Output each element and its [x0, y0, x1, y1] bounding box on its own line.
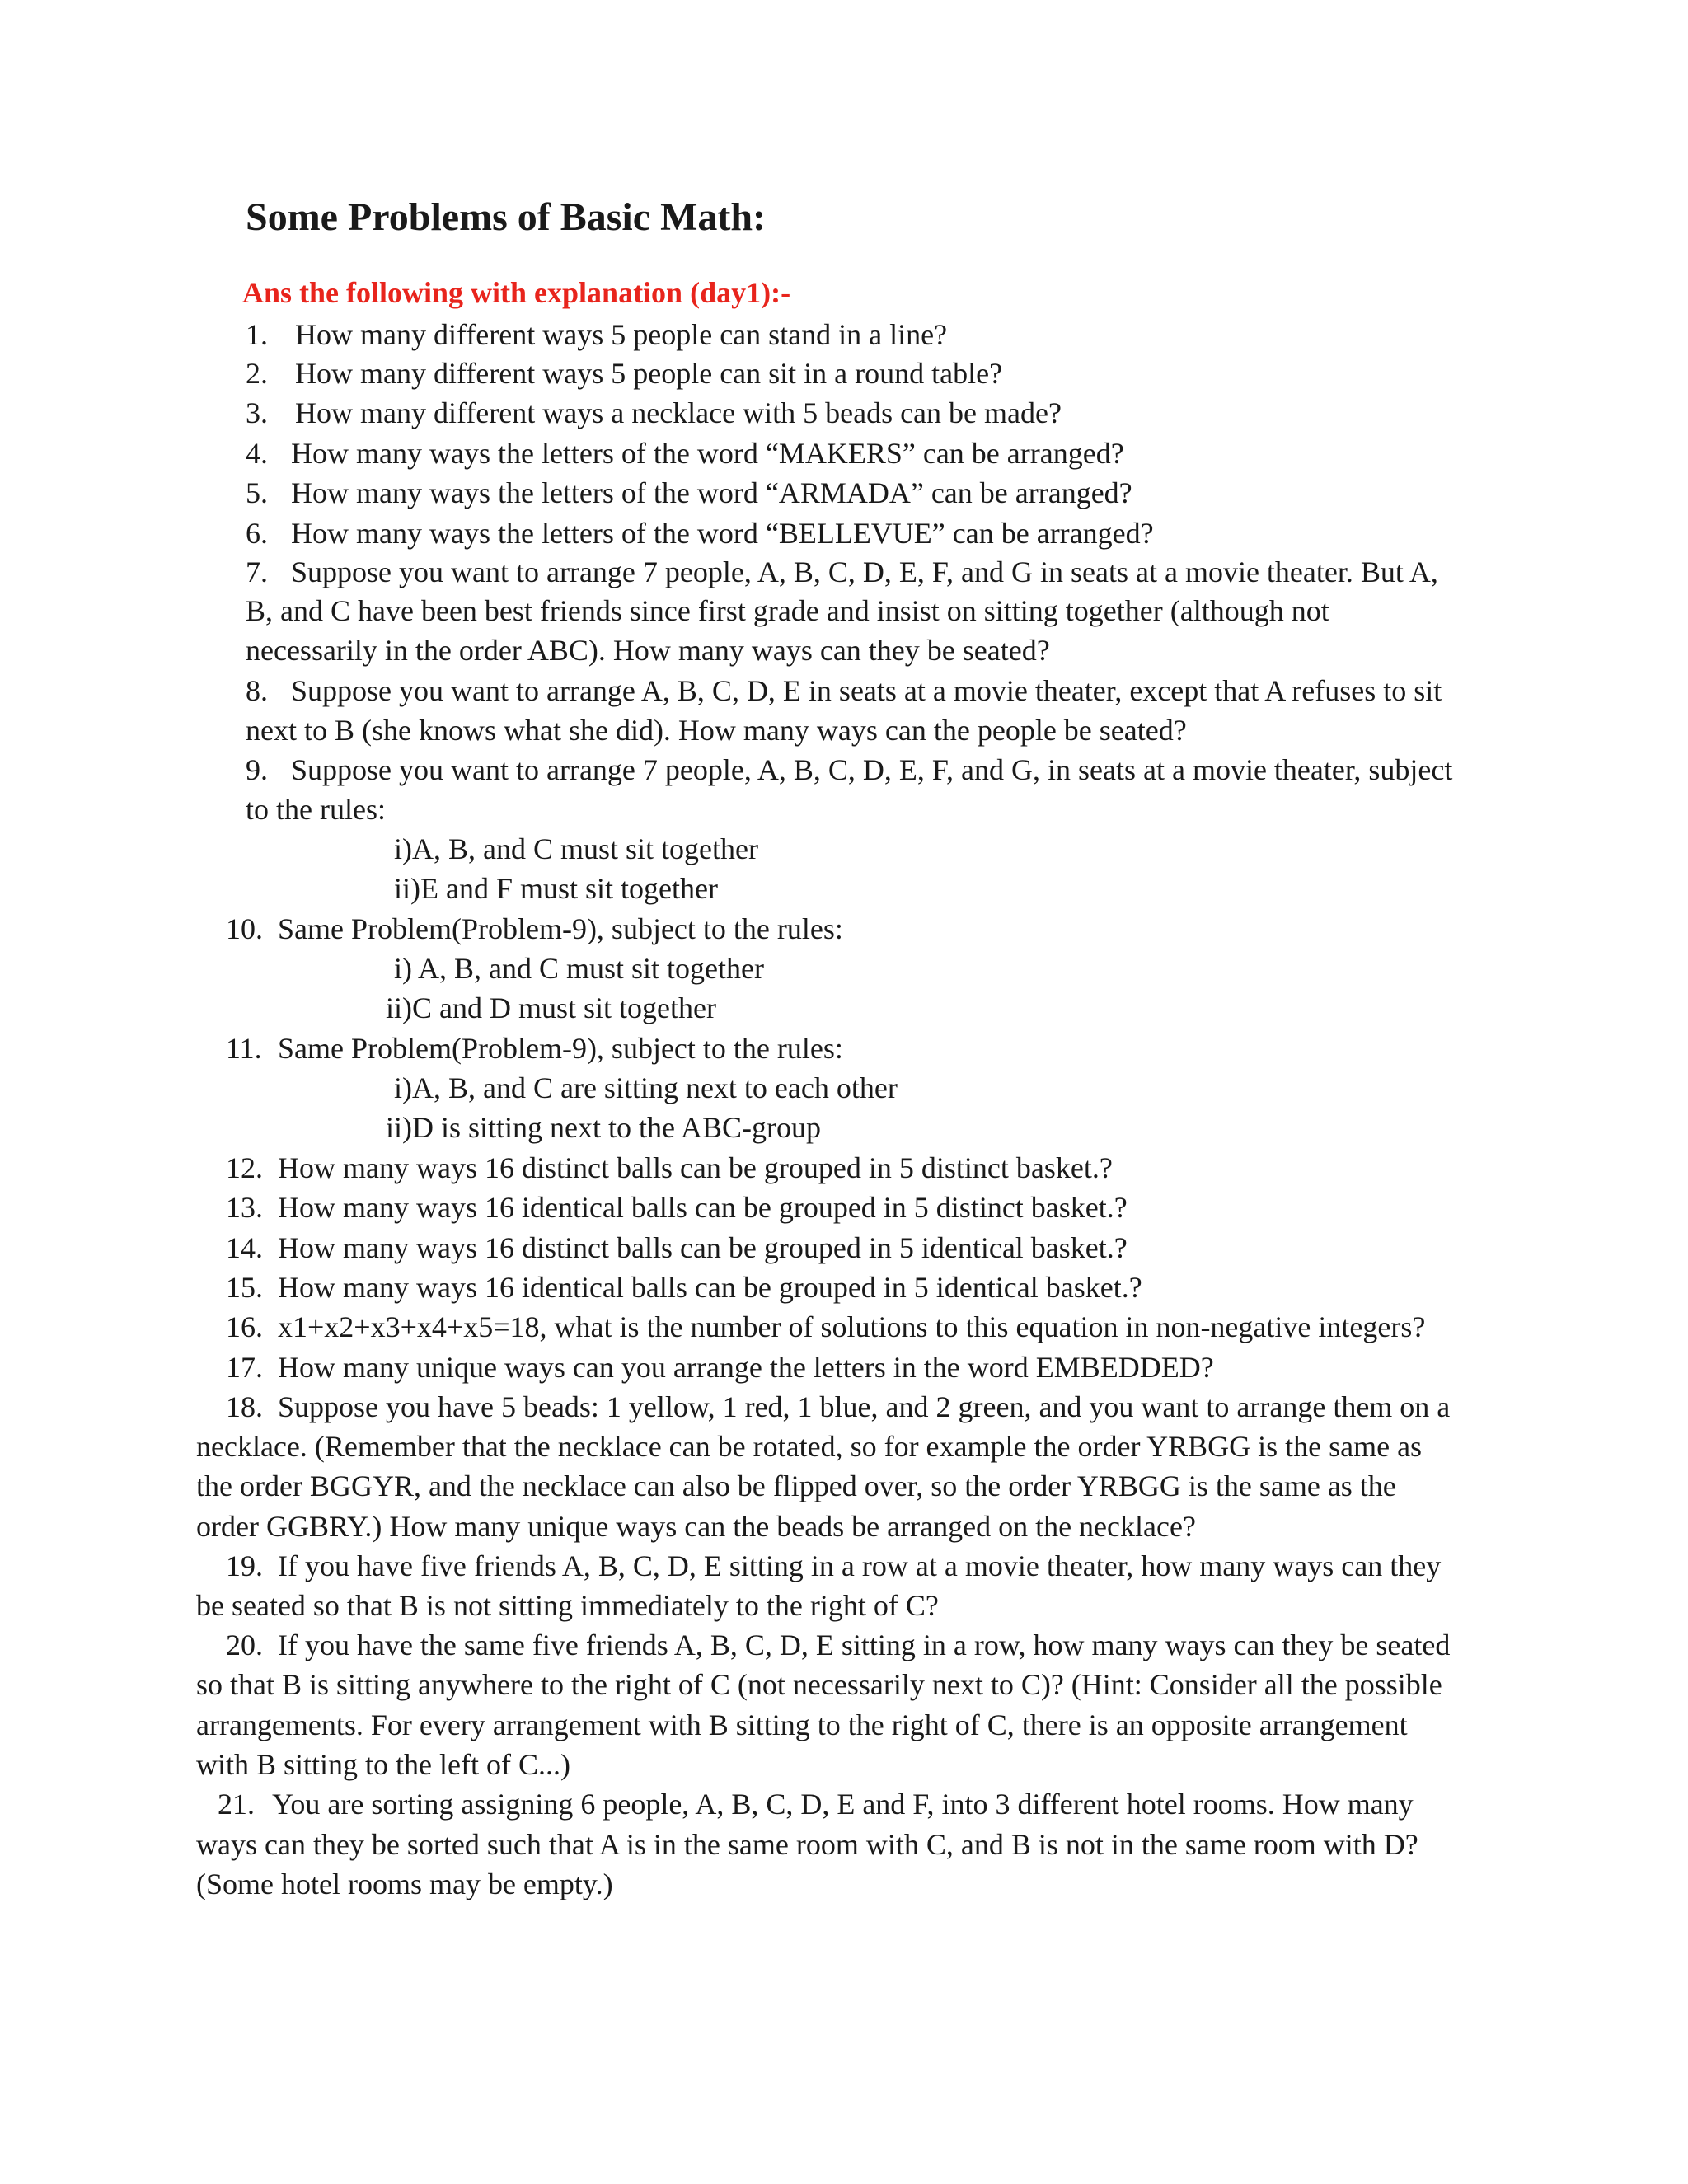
problem-text: How many unique ways can you arrange the letters in the word EMBEDDED? — [278, 1351, 1214, 1384]
problem-1 — [246, 318, 948, 351]
problem-2 — [246, 357, 1003, 390]
problem-number: 2. — [246, 357, 268, 390]
problem-17 — [226, 1351, 1214, 1384]
rule-item: i)A, B, and C are sitting next to each other — [394, 1071, 898, 1104]
problem-number: 6. — [246, 517, 268, 550]
problem-text-line: If you have five friends A, B, C, D, E sitting in a row at a movie theater, how many ways can they — [278, 1549, 1442, 1582]
problem-number: 13. — [226, 1191, 263, 1224]
problem-20-continued: with B sitting to the left of C...) — [196, 1748, 570, 1781]
problem-number: 5. — [246, 476, 268, 509]
problem-text-line: If you have the same five friends A, B, C, D, E sitting in a row, how many ways can they be seated — [278, 1629, 1451, 1661]
problem-number: 21. — [218, 1788, 255, 1821]
problem-18-continued: necklace. (Remember that the necklace can be rotated, so for example the order YRBGG is the same as — [196, 1430, 1423, 1463]
instructions-heading: Ans the following with explanation (day1):- — [242, 276, 791, 309]
problem-number: 1. — [246, 318, 268, 351]
problem-9-continued: to the rules: — [246, 793, 386, 826]
page-title: Some Problems of Basic Math: — [246, 195, 767, 239]
rule-item: i)A, B, and C must sit together — [394, 832, 758, 865]
problem-number: 7. — [246, 555, 268, 588]
problem-text-line: Suppose you want to arrange A, B, C, D, E in seats at a movie theater, except that A refuses to sit — [291, 674, 1442, 707]
problem-4 — [246, 437, 1124, 470]
problem-15 — [226, 1271, 1142, 1304]
problem-10 — [226, 912, 843, 945]
problem-text: How many different ways 5 people can stand in a line? — [295, 318, 948, 351]
problem-7-continued: B, and C have been best friends since first grade and insist on sitting together (although not — [246, 594, 1329, 627]
problem-19 — [226, 1549, 1442, 1582]
problem-20 — [226, 1629, 1451, 1661]
problem-number: 8. — [246, 674, 268, 707]
problem-text: How many different ways a necklace with 5 beads can be made? — [295, 396, 1062, 429]
problem-number: 19. — [226, 1549, 263, 1582]
problem-3 — [246, 396, 1062, 429]
problem-text: How many ways the letters of the word “MAKERS” can be arranged? — [291, 437, 1124, 470]
problem-number: 20. — [226, 1629, 263, 1661]
problem-text: How many ways the letters of the word “ARMADA” can be arranged? — [291, 476, 1132, 509]
problem-text: x1+x2+x3+x4+x5=18, what is the number of solutions to this equation in non-negative integers? — [278, 1310, 1426, 1343]
problem-text: How many ways 16 distinct balls can be grouped in 5 identical basket.? — [278, 1231, 1128, 1264]
problem-number: 14. — [226, 1231, 263, 1264]
problem-number: 10. — [226, 912, 263, 945]
problem-text-line: Suppose you want to arrange 7 people, A, B, C, D, E, F, and G in seats at a movie theater. But A, — [291, 555, 1438, 588]
problem-text: Same Problem(Problem-9), subject to the rules: — [278, 912, 843, 945]
rule-item: ii)C and D must sit together — [386, 991, 716, 1024]
problem-6 — [246, 517, 1154, 550]
problem-18-continued: the order BGGYR, and the necklace can also be flipped over, so the order YRBGG is the same as the — [196, 1469, 1396, 1502]
problem-21-continued: ways can they be sorted such that A is in the same room with C, and B is not in the same room with D? — [196, 1828, 1418, 1861]
problem-number: 11. — [226, 1032, 262, 1065]
rule-item: i) A, B, and C must sit together — [394, 952, 764, 985]
problem-7-continued: necessarily in the order ABC). How many ways can they be seated? — [246, 634, 1050, 667]
problem-number: 16. — [226, 1310, 263, 1343]
problem-number: 12. — [226, 1151, 263, 1184]
problem-number: 3. — [246, 396, 268, 429]
problem-18 — [226, 1390, 1451, 1423]
problem-number: 15. — [226, 1271, 263, 1304]
problem-11 — [226, 1032, 843, 1065]
problem-20-continued: so that B is sitting anywhere to the right of C (not necessarily next to C)? (Hint: Consider all the possible — [196, 1668, 1442, 1701]
problem-text-line: Suppose you have 5 beads: 1 yellow, 1 red, 1 blue, and 2 green, and you want to arrange them on a — [278, 1390, 1451, 1423]
problem-text: How many ways 16 distinct balls can be grouped in 5 distinct basket.? — [278, 1151, 1113, 1184]
problem-12 — [226, 1151, 1113, 1184]
rule-item: ii)D is sitting next to the ABC-group — [386, 1111, 821, 1144]
problem-14 — [226, 1231, 1128, 1264]
problem-text-line: You are sorting assigning 6 people, A, B, C, D, E and F, into 3 different hotel rooms. How many — [272, 1788, 1414, 1821]
problem-8-continued: next to B (she knows what she did). How many ways can the people be seated? — [246, 714, 1187, 747]
problem-number: 4. — [246, 437, 268, 470]
problem-text: How many ways 16 identical balls can be grouped in 5 identical basket.? — [278, 1271, 1142, 1304]
problem-21-continued: (Some hotel rooms may be empty.) — [196, 1868, 613, 1900]
problem-20-continued: arrangements. For every arrangement with B sitting to the right of C, there is an opposite arrangement — [196, 1708, 1408, 1741]
problem-8 — [246, 674, 1442, 707]
problem-21 — [218, 1788, 1414, 1821]
problem-7 — [246, 555, 1438, 588]
problem-16 — [226, 1310, 1426, 1343]
problem-13 — [226, 1191, 1128, 1224]
problem-19-continued: be seated so that B is not sitting immediately to the right of C? — [196, 1589, 939, 1622]
problem-number: 18. — [226, 1390, 263, 1423]
problem-text: Same Problem(Problem-9), subject to the rules: — [278, 1032, 843, 1065]
problem-18-continued: order GGBRY.) How many unique ways can the beads be arranged on the necklace? — [196, 1510, 1196, 1543]
problem-9 — [246, 753, 1453, 786]
problem-number: 17. — [226, 1351, 263, 1384]
rule-item: ii)E and F must sit together — [394, 872, 718, 905]
problem-5 — [246, 476, 1132, 509]
problem-text: How many ways 16 identical balls can be grouped in 5 distinct basket.? — [278, 1191, 1128, 1224]
problem-text: How many different ways 5 people can sit in a round table? — [295, 357, 1003, 390]
problem-text: How many ways the letters of the word “BELLEVUE” can be arranged? — [291, 517, 1154, 550]
problem-text-line: Suppose you want to arrange 7 people, A, B, C, D, E, F, and G, in seats at a movie theater, subject — [291, 753, 1453, 786]
problem-number: 9. — [246, 753, 268, 786]
